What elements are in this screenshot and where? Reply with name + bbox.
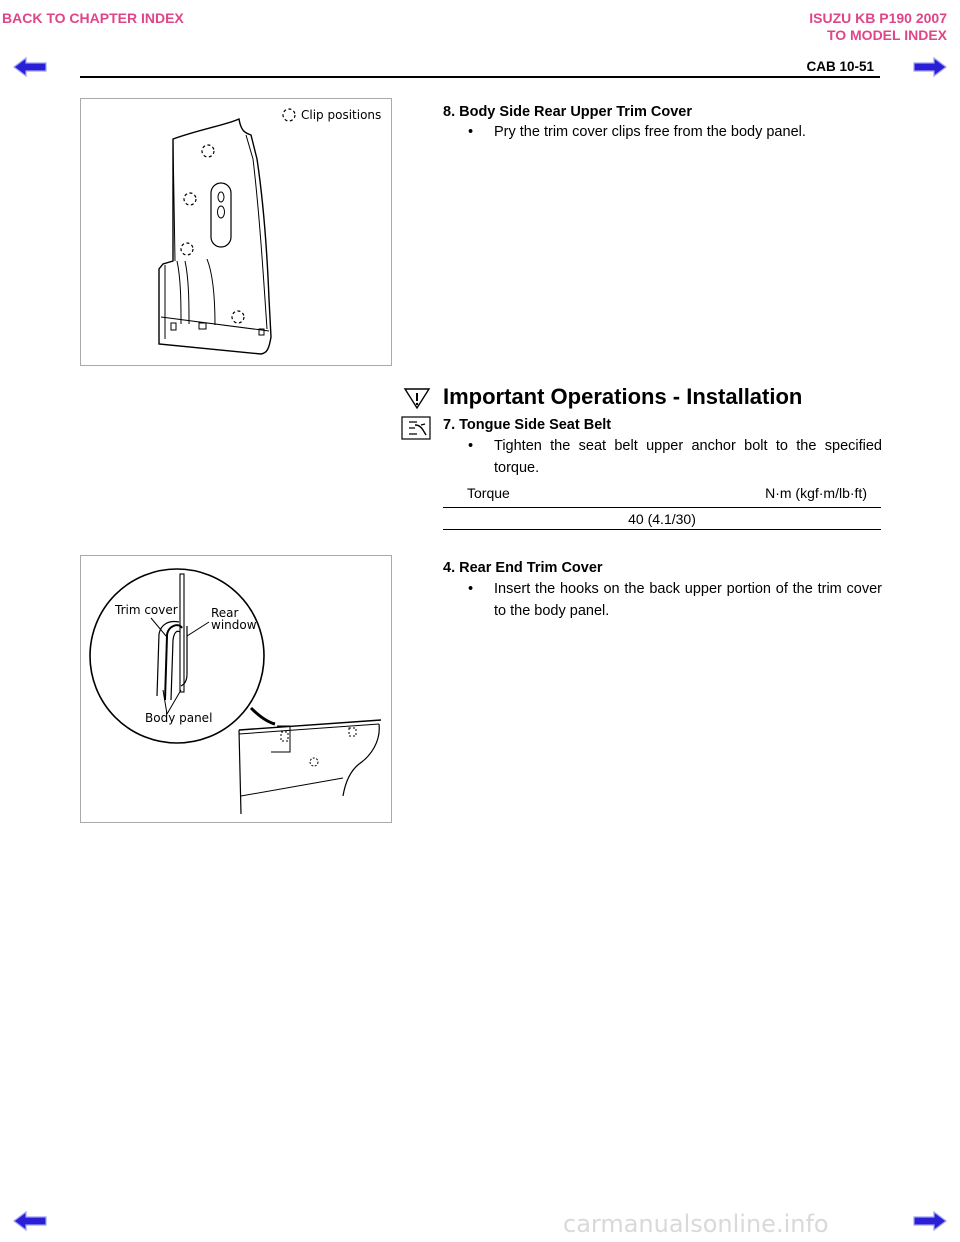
figure-rear-end-trim-cover [80,555,392,823]
watermark: carmanualsonline.info [563,1210,829,1238]
step-7-instruction [462,435,882,479]
trim-cover-illustration [81,99,391,365]
step-7-title: 7. Tongue Side Seat Belt [443,417,612,433]
important-operations-heading: Important Operations - Installation [443,384,803,409]
tighten-icon [401,416,431,440]
model-index-link[interactable] [809,10,947,44]
next-page-arrow-bottom-icon[interactable] [912,1210,948,1232]
torque-header-row [443,485,881,508]
step-4-instruction [462,578,882,622]
next-page-arrow-icon[interactable] [912,56,948,78]
clip-positions-label: Clip positions [301,108,382,122]
to-model-index-label: TO MODEL INDEX [826,27,947,43]
window-label: window [211,618,257,632]
page-reference: CAB 10-51 [806,59,874,74]
step-8-title: 8. Body Side Rear Upper Trim Cover [443,104,692,120]
bullet-icon: • [468,581,474,597]
torque-value-row [443,508,881,530]
torque-label: Torque [467,485,510,501]
caution-icon [403,386,431,410]
model-title: ISUZU KB P190 2007 [809,10,947,26]
step-7-bullet-text: Tighten the seat belt upper anchor bolt to the specified torque. [494,438,882,476]
bullet-icon: • [468,124,474,140]
back-to-chapter-index-link[interactable]: BACK TO CHAPTER INDEX [2,10,184,26]
trim-cover-label: Trim cover [115,603,178,617]
torque-unit: N·m (kgf·m/lb·ft) [765,485,867,501]
figure-clip-positions [80,98,392,366]
bullet-icon: • [468,438,474,454]
torque-table [443,485,881,530]
torque-value: 40 (4.1/30) [628,511,696,527]
previous-page-arrow-bottom-icon[interactable] [12,1210,48,1232]
rear-end-trim-illustration [81,556,391,822]
rear-label: Rear [211,606,239,620]
step-4-title: 4. Rear End Trim Cover [443,560,603,576]
header-divider [80,76,880,78]
step-8-bullet-text: Pry the trim cover clips free from the body panel. [494,124,806,140]
step-8-instruction [462,121,882,143]
previous-page-arrow-icon[interactable] [12,56,48,78]
body-panel-label: Body panel [145,711,213,725]
step-4-bullet-text: Insert the hooks on the back upper portion of the trim cover to the body panel. [494,581,882,619]
